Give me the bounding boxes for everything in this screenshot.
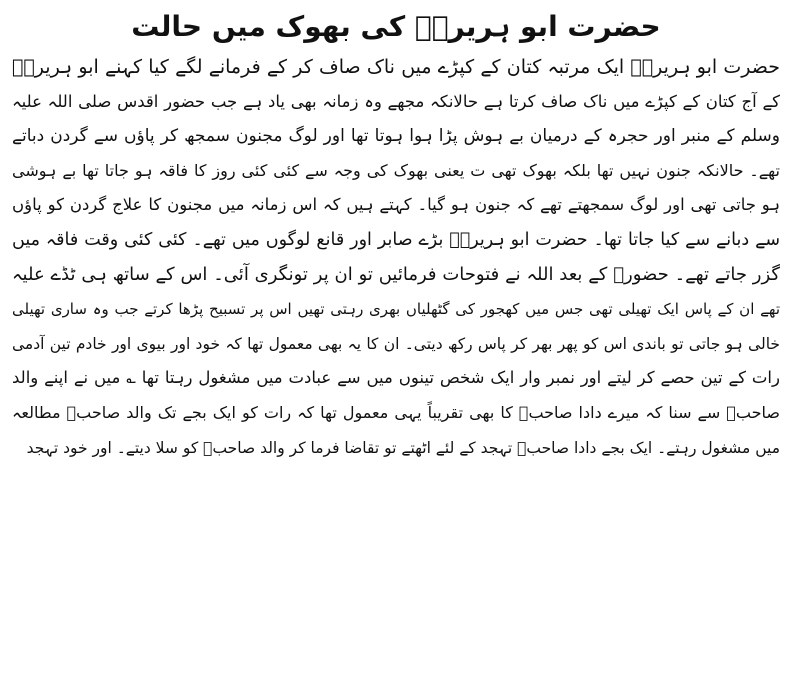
article-title: حضرت ابو ہریرہؓ کی بھوک میں حالت (131, 10, 661, 43)
text-line: وسلم کے منبر اور حجرہ کے درمیان بے ہوش پڑا ہوا ہوتا تھا اور لوگ مجنون سمجھ کر پاؤں سے گردن دباتے (12, 126, 780, 147)
text-line: خالی ہو جاتی تو باندی اس کو پھر بھر کر پاس رکھ دیتی۔ ان کا یہ بھی معمول تھا کہ خود اور بیوی اور خادم تین آدمی (12, 334, 780, 353)
article-body (12, 50, 780, 465)
text-line: تھے ان کے پاس ایک تھیلی تھی جس میں کھجور کی گٹھلیاں بھری رہتی تھیں اس پر تسبیح پڑھا کرتے جب وہ ساری تھیلی (12, 300, 780, 319)
text-line: ہو جاتی تھی اور لوگ سمجھتے تھے کہ جنون ہو گیا۔ کہتے ہیں کہ اس زمانہ میں مجنون کا علاج گردن کو پاؤں (12, 195, 780, 215)
text-line: رات کے تین حصے کر لیتے اور نمبر وار ایک شخص تینوں میں سے عبادت میں مشغول رہتا تھا ؎ میں نے اپنے والد (12, 368, 780, 388)
text-line: تھے۔ حالانکہ جنون نہیں تھا بلکہ بھوک تھی ت یعنی بھوک کی وجہ سے کئی کئی روز کا فاقہ ہو جاتا تھا بے ہوشی (12, 160, 780, 180)
text-line: کے آج کتان کے کپڑے میں ناک صاف کرتا ہے حالانکہ مجھے وہ زمانہ بھی یاد ہے جب حضور اقدس صلی اللہ علیہ (12, 91, 780, 111)
text-line: میں مشغول رہتے۔ ایک بجے دادا صاحبؒ تہجد کے لئے اٹھتے تو تقاضا فرما کر والد صاحبؒ کو سلا دیتے۔ اور خود تہجد (26, 438, 780, 457)
text-line: سے دبانے سے کیا جاتا تھا۔ حضرت ابو ہریرہؓ بڑے صابر اور قانع لوگوں میں تھے۔ کئی کئی وقت فاقہ میں (12, 229, 780, 250)
text-line: حضرت ابو ہریرہؓ ایک مرتبہ کتان کے کپڑے میں ناک صاف کر کے فرمانے لگے کیا کہنے ابو ہریرہؓ (12, 56, 780, 78)
text-line: گزر جاتے تھے۔ حضورؐ کے بعد اللہ نے فتوحات فرمائیں تو ان پر تونگری آئی۔ اس کے ساتھ ہی ٹڈے علیہ (12, 263, 780, 285)
text-line: صاحبؒ سے سنا کہ میرے دادا صاحبؒ کا بھی تقریباً یہی معمول تھا کہ رات کو ایک بجے تک والد صاحبؒ مطالعہ (12, 402, 780, 422)
